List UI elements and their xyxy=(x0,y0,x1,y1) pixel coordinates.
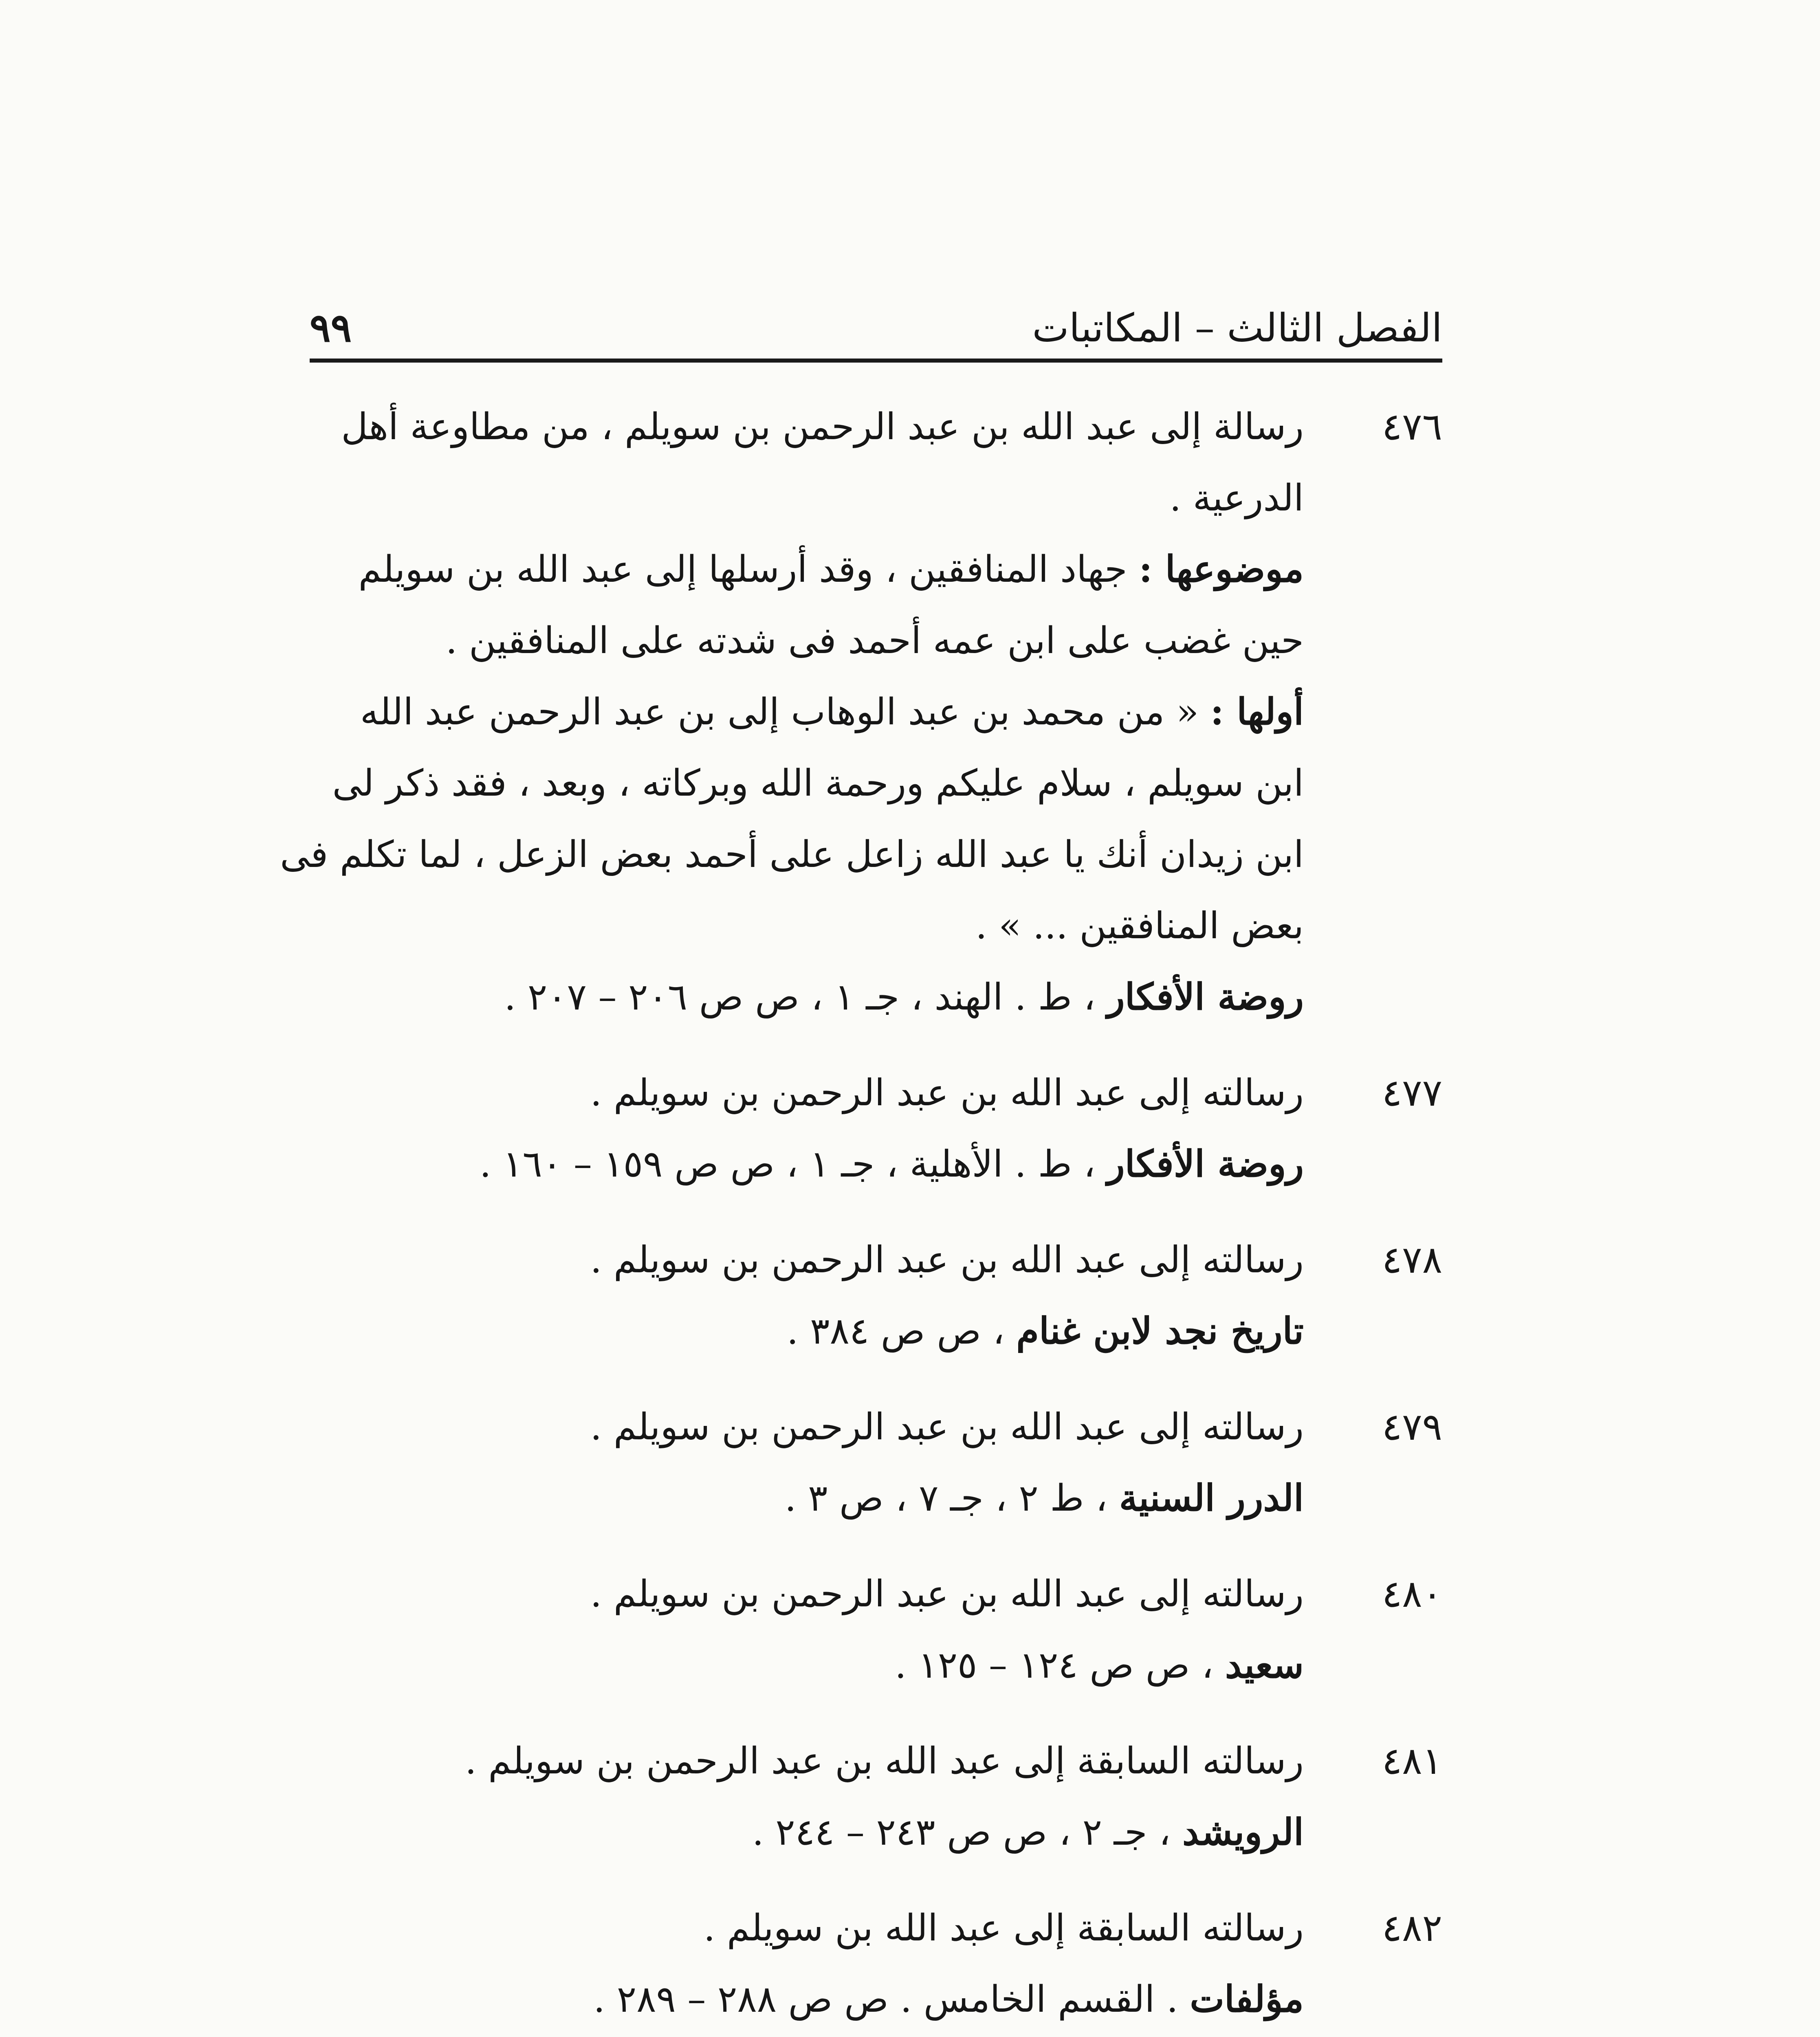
entry-text-line: رسالته السابقة إلى عبد الله بن عبد الرحمن بن سويلم . xyxy=(465,1740,1304,1782)
entry-number: ٤٨١ xyxy=(1382,1739,1442,1783)
entry-body xyxy=(310,1558,1304,1701)
chapter-title: الفصل الثالث – المكاتبات xyxy=(1032,305,1442,351)
opening-text-line: بعض المنافقين ... » . xyxy=(975,904,1304,947)
opening-line xyxy=(310,676,1304,748)
header-rule xyxy=(310,359,1442,363)
entry-number: ٤٨٢ xyxy=(1382,1906,1442,1950)
entry-number: ٤٧٩ xyxy=(1382,1405,1442,1449)
source-title: تاريخ نجد لابن غنام xyxy=(1016,1309,1304,1353)
entry-478 xyxy=(310,1224,1442,1367)
entry-text-line: رسالته السابقة إلى عبد الله بن سويلم . xyxy=(703,1907,1304,1949)
source-citation xyxy=(310,1128,1304,1200)
entry-body xyxy=(280,391,1304,1033)
opening-text-line: ابن سويلم ، سلام عليكم ورحمة الله وبركاته ، وبعد ، فقد ذكر لى xyxy=(332,762,1304,805)
subject-text-line: حين غضب على ابن عمه أحمد فى شدته على المنافقين . xyxy=(445,619,1304,662)
source-title: الرويشد xyxy=(1182,1810,1304,1854)
subject-line xyxy=(310,534,1304,605)
source-detail: ، ص ص ٣٨٤ . xyxy=(786,1310,1005,1353)
entry-number: ٤٧٦ xyxy=(1382,405,1442,449)
entry-text-line: رسالته إلى عبد الله بن عبد الرحمن بن سويلم . xyxy=(590,1573,1304,1615)
entry-body xyxy=(310,1057,1304,1200)
entry-number: ٤٧٨ xyxy=(1382,1238,1442,1282)
source-detail: ، ط . الهند ، جـ ١ ، ص ص ٢٠٦ – ٢٠٧ . xyxy=(504,976,1096,1018)
source-detail: . القسم الخامس . ص ص ٢٨٨ – ٢٨٩ . xyxy=(593,1978,1178,2021)
source-detail: ، ص ص ١٢٤ – ١٢٥ . xyxy=(895,1644,1214,1687)
source-citation xyxy=(310,1463,1304,1534)
entry-list xyxy=(280,391,1442,2037)
subject-label: موضوعها : xyxy=(1139,548,1304,591)
source-detail: ، جـ ٢ ، ص ص ٢٤٣ – ٢٤٤ . xyxy=(752,1811,1171,1854)
entry-body xyxy=(310,1892,1304,2035)
source-title: مؤلفات xyxy=(1190,1978,1304,2021)
entry-476 xyxy=(280,391,1442,1033)
entry-text-line: رسالته إلى عبد الله بن عبد الرحمن بن سويلم . xyxy=(590,1406,1304,1448)
entry-body xyxy=(310,1725,1304,1868)
subject-text: جهاد المنافقين ، وقد أرسلها إلى عبد الله بن سويلم xyxy=(358,548,1127,591)
entry-479 xyxy=(310,1391,1442,1534)
source-citation xyxy=(310,961,1304,1033)
source-citation xyxy=(310,1964,1304,2035)
source-citation xyxy=(310,1797,1304,1868)
source-title: الدرر السنية xyxy=(1119,1476,1304,1520)
source-citation xyxy=(310,1630,1304,1701)
source-title: روضة الأفكار xyxy=(1107,975,1304,1018)
entry-text-line: رسالته إلى عبد الله بن عبد الرحمن بن سويلم . xyxy=(590,1071,1304,1114)
entry-number: ٤٨٠ xyxy=(1382,1572,1442,1616)
entry-number: ٤٧٧ xyxy=(1382,1071,1442,1115)
page-number: ٩٩ xyxy=(310,305,352,351)
opening-text: « من محمد بن عبد الوهاب إلى بن عبد الرحمن عبد الله xyxy=(360,691,1199,733)
entry-481 xyxy=(310,1725,1442,1868)
entry-text-line: الدرعية . xyxy=(1169,477,1304,519)
entry-text-line: رسالته إلى عبد الله بن عبد الرحمن بن سويلم . xyxy=(590,1238,1304,1281)
opening-text-line: ابن زيدان أنك يا عبد الله زاعل على أحمد بعض الزعل ، لما تكلم فى xyxy=(280,833,1304,876)
source-detail: ، ط . الأهلية ، جـ ١ ، ص ص ١٥٩ – ١٦٠ . xyxy=(479,1143,1096,1186)
source-detail: ، ط ٢ ، جـ ٧ ، ص ٣ . xyxy=(784,1477,1108,1520)
opening-label: أولها : xyxy=(1210,690,1304,733)
entry-body xyxy=(310,1391,1304,1534)
source-citation xyxy=(310,1296,1304,1367)
entry-482 xyxy=(310,1892,1442,2035)
entry-text-line: رسالة إلى عبد الله بن عبد الرحمن بن سويلم ، من مطاوعة أهل xyxy=(341,405,1304,448)
entry-477 xyxy=(310,1057,1442,1200)
entry-480 xyxy=(310,1558,1442,1701)
running-header xyxy=(310,301,1442,350)
entry-body xyxy=(310,1224,1304,1367)
source-title: روضة الأفكار xyxy=(1107,1142,1304,1186)
source-title: سعيد xyxy=(1225,1643,1304,1687)
